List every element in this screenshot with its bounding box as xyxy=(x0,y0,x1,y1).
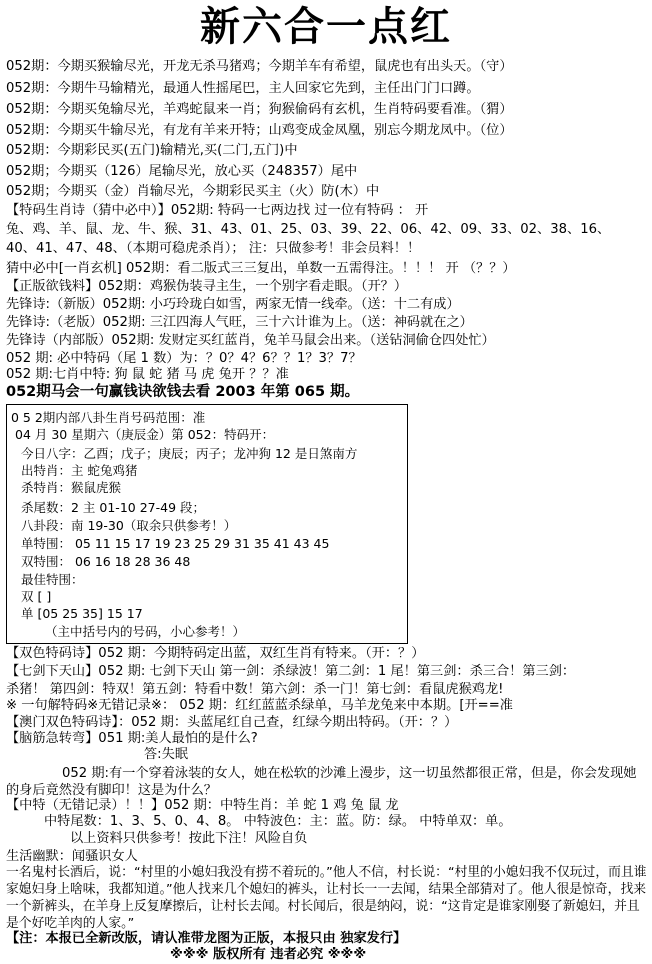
line-15: 先锋诗（内部版）052期: 发财定买红蓝肖，兔羊马鼠会出来。（送钻洞偷仓四处忙） xyxy=(6,333,495,348)
lower-line-5: 【澳门双色特码诗】：052 期：头蓝尾红自己查，红绿今期出特码。（开：？） xyxy=(6,715,458,730)
line-10: 40、41、47、48、（本期可稳虎杀肖）； 注：只做参考！非会员料！！ xyxy=(6,241,421,256)
box-row-8: 最佳特围： xyxy=(21,572,84,587)
copyright-footer: ※※※ 版权所有 违者必究 ※※※ xyxy=(170,947,367,962)
notice: 【注：本报已全新改版，请认准带龙图为正版，本报只由 独家发行】 xyxy=(6,931,407,946)
humor-story: 一名鬼村长酒后，说：“村里的小媳妇我没有捞不着玩的。”他人不信，村长说：“村里的小媳妇我不仅玩过，而且谁家媳妇身上啥味，我都知道。”他人找来几个媳妇的裤头，让村长一一去闻，结果全部猜对了。他人很是惊奇，找来一个新裤头，在羊身上反复摩擦后，让村长去闻。村长闻后，很是纳闷，说：“这肯定是谁家刚娶了新媳妇，并且是个好吃羊肉的人家。” xyxy=(6,865,647,931)
line-13: 先锋诗:（新版）052期: 小巧玲珑白如雪，两家无情一线牵。（送：十二有成） xyxy=(6,297,460,312)
line-14: 先锋诗:（老版）052期: 三江四海人气旺，三十六计谁为上。（送：神码就在之） xyxy=(6,315,473,330)
lower-line-2: 【七剑下天山】052 期: 七剑下天山 第一剑：杀绿波！第二剑：1 尾！第三剑：杀三合！第三剑： xyxy=(6,664,576,679)
lower-line-1: 【双色特码诗】052 期：今期特码定出蓝，双红生肖有特来。（开：？） xyxy=(6,646,425,661)
line-16: 052 期: 必中特码（尾 1 数）为：？0？4？6？？1？3？7？ xyxy=(6,351,362,366)
riddle-text: 052 期:有一个穿着泳装的女人，她在松软的沙滩上漫步，这一切虽然都很正常，但是，你会发现她的身后竟然没有脚印！这是为什么？ xyxy=(6,766,637,798)
zhongte-line-1: 【中特（无错记录）！！】052 期：中特生肖：羊 蛇 1 鸡 兔 鼠 龙 xyxy=(6,798,399,813)
line-7: 052期；今期买（金）肖输尽光，今期彩民买主（火）防(木）中 xyxy=(6,184,380,199)
line-2: 052期：今期牛马输精光，最通人性摇尾巴，主人回家它先到，主任出门门口蹲。 xyxy=(6,81,480,96)
box-row-6: 单特围： 05 11 15 17 19 23 25 29 31 35 41 43 45 xyxy=(21,536,330,551)
box-row-7: 双特围： 06 16 18 28 36 48 xyxy=(21,554,191,569)
line-5: 052期：今期彩民买(五门)输精光,买(二门,五门)中 xyxy=(6,143,298,158)
humor-title: 生活幽默：闻骚识女人 xyxy=(6,849,138,864)
box-note: （主中括号内的号码，小心参考！） xyxy=(45,624,246,639)
line-17: 052 期:七肖中特: 狗 鼠 蛇 猪 马 虎 兔开 ？？准 xyxy=(6,367,289,382)
line-4: 052期：今期买牛输尽光，有龙有羊来开特；山鸡变成金凤凰，别忘今期龙凤中。（位） xyxy=(6,123,513,138)
horse-line: 052期马会一句赢钱诀欲钱去看 2003 年第 065 期。 xyxy=(6,384,360,400)
lower-line-3: 杀猪！ 第四剑：特双！第五剑：特看中数！第六剑：杀一门！第七剑：看鼠虎猴鸡龙! xyxy=(6,682,504,697)
box-row-4: 杀尾数：2 主 01-10 27-49 段； xyxy=(21,500,205,515)
bagua-box xyxy=(6,404,408,644)
lower-line-4: ※ 一句解特码※无错记录※： 052 期：红红蓝蓝杀绿单，马羊龙兔来中本期。[开==准 xyxy=(6,698,513,713)
zhongte-line-2: 中特尾数：1、3、5、0、4、8。 中特波色：主：蓝。防：绿。 中特单双：单。 xyxy=(44,814,512,829)
riddle-answer: 答:失眠 xyxy=(144,747,189,762)
line-12: 【正版欲钱料】052期：鸡猴伪装寻主生，一个别字看走眼。（开？） xyxy=(6,279,408,294)
box-row-2: 出特肖：主 蛇兔鸡猪 xyxy=(21,463,138,478)
box-header: 0 5 2期内部八卦生肖号码范围：准 xyxy=(11,410,206,425)
box-row-10: 单 [05 25 35] 15 17 xyxy=(21,606,143,621)
box-row-5: 八卦段：南 19-30（取余只供参考！） xyxy=(21,518,237,533)
lower-line-6: 【脑筋急转弯】051 期:美人最怕的是什么? xyxy=(6,731,258,746)
disclaimer: 以上资料只供参考！按此下注！风险自负 xyxy=(70,831,308,846)
line-8: 【特码生肖诗（猜中必中）】052期: 特码一七两边找 过一位有特码 ： 开 xyxy=(6,203,429,218)
box-row-9: 双 [ ] xyxy=(21,589,52,604)
line-9: 兔、鸡、羊、鼠、龙、牛、猴、31、43、01、25、03、39、22、06、42、09、33、02、38、16、 xyxy=(6,222,611,237)
line-3: 052期：今期买兔输尽光，羊鸡蛇鼠来一肖；狗猴偷码有玄机，生肖特码要看准。（猬） xyxy=(6,102,513,117)
line-1: 052期：今期买猴输尽光，开龙无杀马猪鸡；今期羊车有希望，鼠虎也有出头天。（守） xyxy=(6,59,513,74)
box-row-3: 杀特肖：猴鼠虎猴 xyxy=(21,480,122,495)
page-title: 新六合一点红 xyxy=(200,3,452,50)
line-11: 猜中必中[一肖玄机] 052期：看二版式三三复出，单数一五需得注。！！！ 开 （？？） xyxy=(6,261,516,276)
box-date: 04 月 30 星期六（庚辰金）第 052：特码开： xyxy=(15,427,275,442)
line-6: 052期；今期买（126）尾输尽光，放心买（248357）尾中 xyxy=(6,164,358,179)
box-row-1: 今日八字：乙酉；戊子；庚辰；丙子；龙冲狗 12 是日煞南方 xyxy=(21,446,358,461)
